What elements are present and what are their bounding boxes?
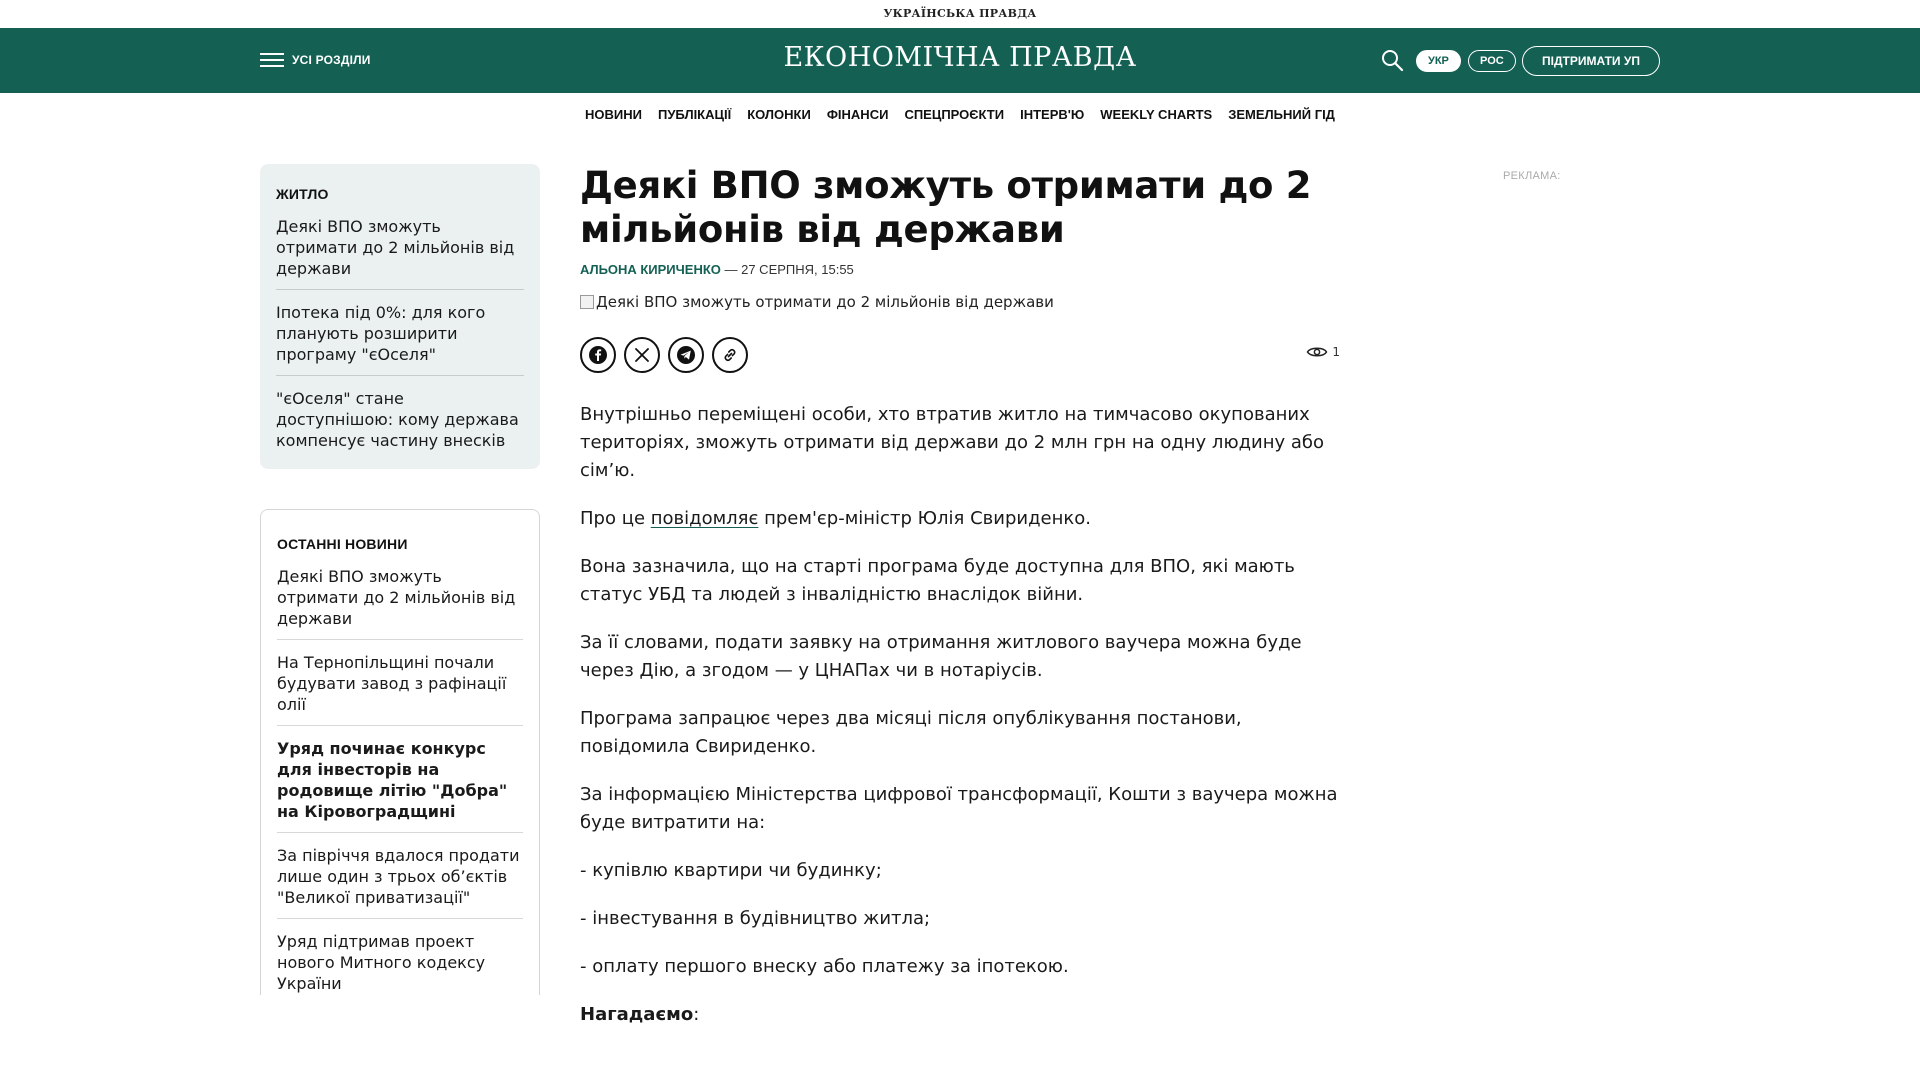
paragraph: - оплату першого внеску або платежу за іпотекою.	[580, 956, 1069, 977]
latest-news-item[interactable]: На Тернопільщині почали будувати завод з рафінації олії	[277, 652, 523, 726]
share-row	[580, 337, 1340, 373]
paragraph: - купівлю квартири чи будинку;	[580, 860, 882, 881]
site-header	[0, 28, 1920, 93]
paragraph: - інвестування в будівництво житла;	[580, 908, 931, 929]
all-sections-button[interactable]	[260, 48, 371, 72]
article-headline: Деякі ВПО зможуть отримати до 2 мільйонів від держави	[580, 164, 1312, 251]
publish-date: — 27 СЕРПНЯ, 15:55	[724, 262, 854, 277]
nav-item-land-guide[interactable]: ЗЕМЕЛЬНИЙ ГІД	[1228, 106, 1335, 122]
reminder-label: Нагадаємо	[580, 1004, 694, 1025]
related-item[interactable]: "єОселя" стане доступнішою: кому держава компенсує частину внесків	[276, 389, 519, 450]
telegram-share-button[interactable]	[668, 337, 704, 373]
paragraph: Вона зазначила, що на старті програма буде доступна для ВПО, які мають статус УБД та людей з інвалідністю внаслідок війни.	[580, 556, 1295, 605]
latest-news-title: ОСТАННІ НОВИНИ	[277, 536, 408, 552]
nav-item-finance[interactable]: ФІНАНСИ	[826, 106, 889, 122]
latest-news-item[interactable]: За півріччя вдалося продати лише один з трьох об’єктів "Великої приватизації"	[277, 845, 523, 919]
related-item[interactable]: Деякі ВПО зможуть отримати до 2 мільйонів від держави	[276, 216, 524, 290]
views-count: 1	[1332, 345, 1340, 359]
source-link[interactable]: повідомляє	[650, 508, 759, 529]
all-sections-label: УСІ РОЗДІЛИ	[292, 53, 371, 67]
related-box	[260, 164, 540, 469]
paragraph-text: Про це	[580, 508, 651, 529]
lang-ros-button[interactable]: РОС	[1468, 50, 1516, 72]
support-button[interactable]: ПІДТРИМАТИ УП	[1522, 46, 1660, 76]
telegram-icon	[676, 345, 696, 365]
site-logo[interactable]: ЕКОНОМІЧНА ПРАВДА	[783, 42, 1137, 73]
search-icon[interactable]	[1380, 48, 1404, 72]
paragraph: За її словами, подати заявку на отримання житлового ваучера можна буде через Дію, а згодом — у ЦНАПах чи в нотаріусів.	[580, 632, 1302, 681]
latest-news-box	[260, 509, 540, 995]
broken-image-icon	[580, 295, 594, 309]
reminder-colon: :	[693, 1004, 700, 1025]
byline	[580, 262, 1340, 277]
lang-ukr-button[interactable]: УКР	[1416, 50, 1461, 72]
article-image	[580, 293, 1340, 311]
views-counter	[1306, 345, 1340, 359]
nav-item-interview[interactable]: ІНТЕРВ'Ю	[1020, 106, 1085, 122]
related-item[interactable]: Іпотека під 0%: для кого планують розширити програму "єОселя"	[276, 302, 524, 376]
paragraph	[580, 505, 1340, 533]
x-icon	[634, 347, 650, 363]
nav-item-weekly-charts[interactable]: WEEKLY CHARTS	[1100, 106, 1213, 122]
article	[580, 164, 1340, 1049]
facebook-share-button[interactable]	[580, 337, 616, 373]
link-icon	[721, 346, 739, 364]
eye-icon	[1306, 345, 1328, 359]
image-alt-text: Деякі ВПО зможуть отримати до 2 мільйонів від держави	[596, 293, 1054, 311]
author-link[interactable]: АЛЬОНА КИРИЧЕНКО	[580, 262, 721, 277]
facebook-icon	[588, 345, 608, 365]
ukrainska-pravda-brand[interactable]: УКРАЇНСЬКА ПРАВДА	[883, 7, 1037, 20]
nav-item-publications[interactable]: ПУБЛІКАЦІЇ	[658, 106, 732, 122]
paragraph: Внутрішньо переміщені особи, хто втратив житло на тимчасово окупованих територіях, зможуть отримати від держави до 2 млн грн на одну людину або сім’ю.	[580, 404, 1325, 481]
paragraph	[580, 1001, 1340, 1029]
main-nav	[0, 93, 1920, 135]
top-strip	[0, 0, 1920, 28]
latest-news-item[interactable]: Уряд підтримав проект нового Митного кодексу України	[277, 932, 486, 993]
latest-news-item[interactable]: Уряд починає конкурс для інвесторів на родовище літію "Добра" на Кіровоградщині	[277, 738, 523, 833]
x-share-button[interactable]	[624, 337, 660, 373]
article-body	[580, 401, 1340, 1029]
hamburger-icon	[260, 52, 284, 68]
paragraph-text: прем'єр-міністр Юлія Свириденко.	[758, 508, 1091, 529]
related-title[interactable]: ЖИТЛО	[276, 186, 329, 202]
nav-item-special-projects[interactable]: СПЕЦПРОЄКТИ	[904, 106, 1005, 122]
latest-news-item[interactable]: Деякі ВПО зможуть отримати до 2 мільйонів від держави	[277, 566, 523, 640]
nav-item-columns[interactable]: КОЛОНКИ	[747, 106, 811, 122]
ad-label: РЕКЛАМА:	[1503, 170, 1561, 182]
nav-item-news[interactable]: НОВИНИ	[585, 106, 642, 122]
copy-link-button[interactable]	[712, 337, 748, 373]
paragraph: За інформацією Міністерства цифрової трансформації, Кошти з ваучера можна буде витратити на:	[580, 784, 1338, 833]
paragraph: Програма запрацює через два місяці після опублікування постанови, повідомила Свириденко.	[580, 708, 1242, 757]
